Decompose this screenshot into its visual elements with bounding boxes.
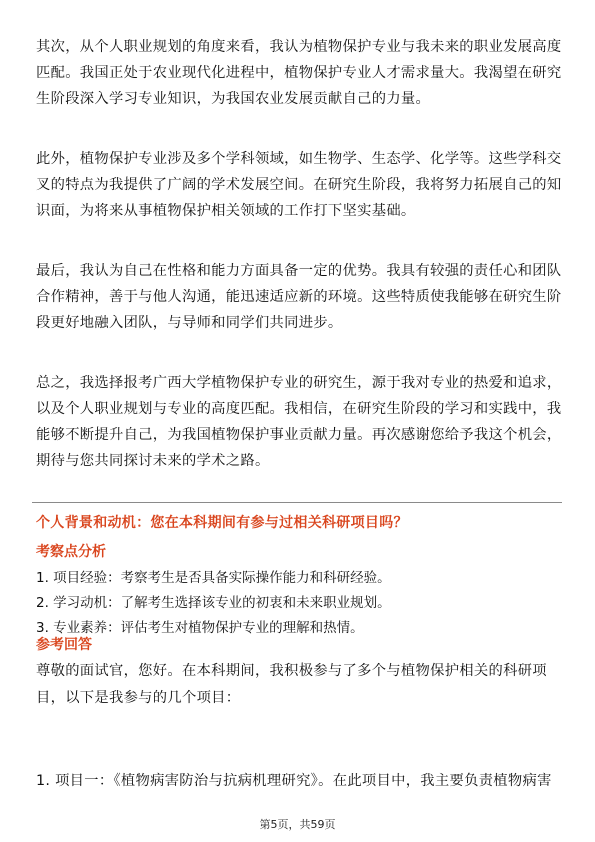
interview-question: 个人背景和动机：您在本科期间有参与过相关科研项目吗？ [36, 515, 408, 531]
text-line: 目，以下是我参与的几个项目： [36, 690, 241, 706]
paragraph-conclusion [36, 370, 560, 474]
list-item: 1. 项目经验：考察考生是否具备实际操作能力和科研经验。 [36, 570, 391, 586]
paragraph-personal-strengths [36, 258, 560, 336]
text-line: 能够不断提升自己，为我国植物保护事业贡献力量。再次感谢您给予我这个机会， [36, 427, 562, 443]
answer-project-item [36, 768, 560, 794]
text-line: 1. 项目一：《植物病害防治与抗病机理研究》。在此项目中，我主要负责植物病害 [36, 773, 552, 789]
text-line: 合作精神，善于与他人沟通，能迅速适应新的环境。这些特质使我能够在研究生阶 [36, 289, 562, 305]
text-line: 生阶段深入学习专业知识，为我国农业发展贡献自己的力量。 [36, 91, 431, 107]
paragraph-career-planning [36, 34, 560, 112]
text-line: 尊敬的面试官，您好。在本科期间，我积极参与了多个与植物保护相关的科研项 [36, 663, 547, 679]
text-line: 以及个人职业规划与专业的高度匹配。我相信，在研究生阶段的学习和实践中，我 [36, 401, 562, 417]
text-line: 其次，从个人职业规划的角度来看，我认为植物保护专业与我未来的职业发展高度 [36, 39, 562, 55]
list-item: 2. 学习动机：了解考生选择该专业的初衷和未来职业规划。 [36, 595, 391, 611]
section-divider [32, 502, 562, 503]
text-line: 段更好地融入团队，与导师和同学们共同进步。 [36, 315, 343, 331]
paragraph-interdisciplinary [36, 146, 560, 224]
text-line: 匹配。我国正处于农业现代化进程中，植物保护专业人才需求量大。我渴望在研究 [36, 65, 562, 81]
text-line: 期待与您共同探讨未来的学术之路。 [36, 453, 270, 469]
answer-heading: 参考回答 [36, 637, 92, 653]
text-line: 总之，我选择报考广西大学植物保护专业的研究生，源于我对专业的热爱和追求， [36, 375, 562, 391]
analysis-heading: 考察点分析 [36, 544, 106, 560]
list-item: 3. 专业素养：评估考生对植物保护专业的理解和热情。 [36, 620, 364, 636]
text-line: 最后，我认为自己在性格和能力方面具备一定的优势。我具有较强的责任心和团队 [36, 263, 562, 279]
page-number: 第5页，共59页 [259, 818, 336, 831]
text-line: 叉的特点为我提供了广阔的学术发展空间。在研究生阶段，我将努力拓展自己的知 [36, 177, 562, 193]
text-line: 此外，植物保护专业涉及多个学科领域，如生物学、生态学、化学等。这些学科交 [36, 151, 562, 167]
analysis-list [36, 566, 391, 641]
text-line: 识面，为将来从事植物保护相关领域的工作打下坚实基础。 [36, 203, 416, 219]
answer-intro [36, 658, 560, 712]
